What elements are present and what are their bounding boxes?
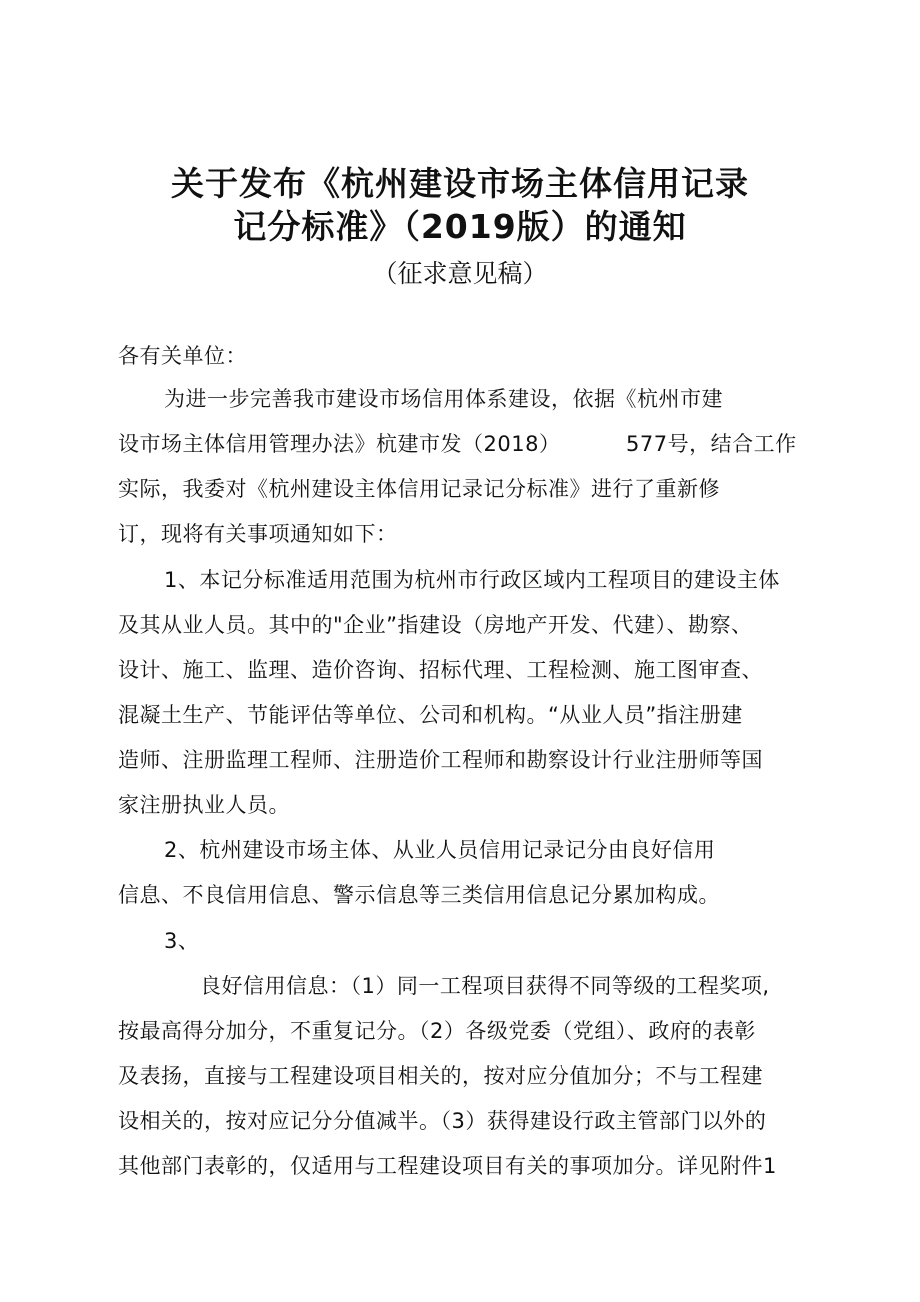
intro-line-2b: 577号，结合工作	[626, 432, 797, 456]
item3-line-1: 良好信用信息：（1）同一工程项目获得不同等级的工程奖项,	[200, 974, 770, 998]
document-subtitle: （征求意见稿）	[372, 259, 548, 288]
item1-line-6: 家注册执业人员。	[118, 793, 290, 817]
item2-line-1: 2、杭州建设市场主体、从业人员信用记录记分由良好信用	[164, 838, 716, 862]
item2-line-2: 信息、不良信用信息、警示信息等三类信用信息记分累加构成。	[118, 883, 720, 907]
intro-line-2a: 设市场主体信用管理办法》杭建市发（2018）	[118, 432, 561, 456]
item1-line-5: 造师、注册监理工程师、注册造价工程师和勘察设计行业注册师等国	[118, 748, 763, 772]
document-title-line-2: 记分标准》（2019版）的通知	[233, 207, 687, 246]
salutation: 各有关单位：	[118, 344, 247, 368]
intro-line-3: 实际，我委对《杭州建设主体信用记录记分标准》进行了重新修	[118, 477, 720, 501]
item3-line-3: 及表扬，直接与工程建设项目相关的，按对应分值加分；不与工程建	[118, 1064, 763, 1088]
intro-line-1: 为进一步完善我市建设市场信用体系建设，依据《杭州市建	[164, 387, 723, 411]
item1-line-4: 混凝土生产、节能评估等单位、公司和机构。“从业人员”指注册建	[118, 703, 743, 727]
item3-line-2: 按最高得分加分，不重复记分。（2）各级党委（党组）、政府的表彰	[118, 1019, 756, 1043]
item3-number: 3、	[164, 929, 200, 953]
item1-line-1: 1、本记分标准适用范围为杭州市行政区域内工程项目的建设主体	[164, 568, 780, 592]
intro-line-4: 订，现将有关事项通知如下：	[118, 522, 398, 546]
document-title-line-1: 关于发布《杭州建设市场主体信用记录	[171, 164, 749, 203]
item1-line-3: 设计、施工、监理、造价咨询、招标代理、工程检测、施工图审查、	[118, 658, 763, 682]
item3-line-4: 设相关的，按对应记分分值减半。（3）获得建设行政主管部门以外的	[118, 1109, 767, 1133]
item1-line-2: 及其从业人员。其中的"企业”指建设（房地产开发、代建）、勘察、	[118, 613, 753, 637]
item3-line-5: 其他部门表彰的，仅适用与工程建设项目有关的事项加分。详见附件1	[118, 1154, 777, 1178]
